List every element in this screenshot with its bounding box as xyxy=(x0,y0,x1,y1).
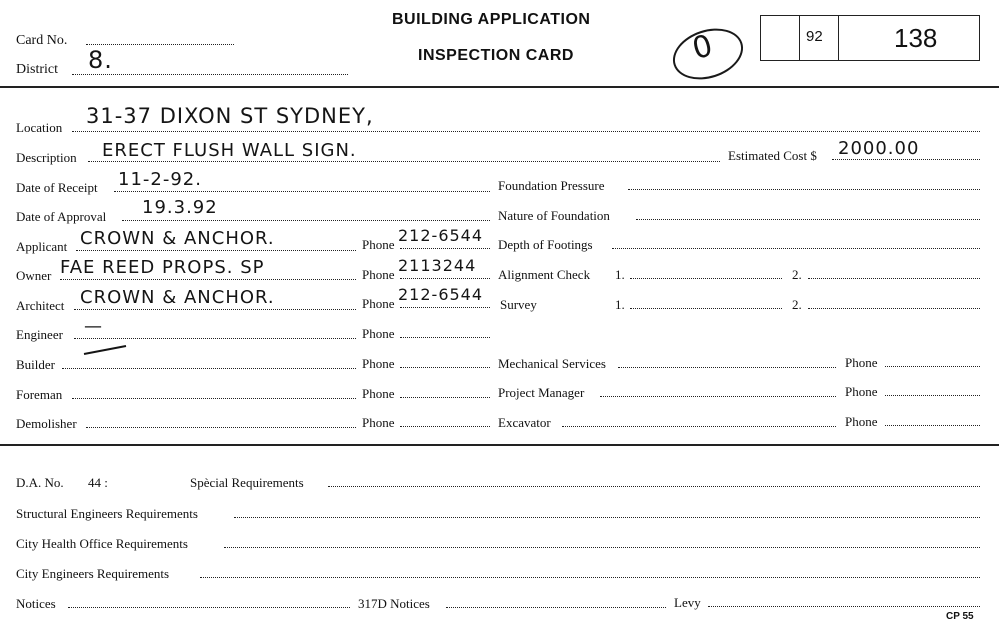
number-value: 138 xyxy=(894,23,938,53)
survey-label: Survey xyxy=(500,297,537,312)
project-manager-field[interactable] xyxy=(600,396,836,397)
architect-value: CROWN & ANCHOR. xyxy=(80,287,275,308)
estimated-cost-value: 2000.00 xyxy=(838,138,920,159)
demolisher-label: Demolisher xyxy=(16,416,77,431)
district-field[interactable] xyxy=(72,74,348,75)
depth-of-footings-label: Depth of Footings xyxy=(498,237,593,252)
alignment-check-label: Alignment Check xyxy=(498,267,591,282)
excavator-label: Excavator xyxy=(498,415,551,430)
district-value: 8. xyxy=(88,46,113,74)
architect-field[interactable] xyxy=(74,309,356,310)
city-engineers-requirements-field[interactable] xyxy=(200,577,980,578)
date-of-receipt-field[interactable] xyxy=(114,191,490,192)
demolisher-field[interactable] xyxy=(86,427,356,428)
da-no-value: 44 : xyxy=(88,475,108,490)
builder-label: Builder xyxy=(16,357,55,372)
structural-requirements-label: Structural Engineers Requirements xyxy=(16,506,198,521)
notices-317d-field[interactable] xyxy=(446,607,666,608)
demolisher-phone-label: Phone xyxy=(362,415,395,430)
owner-field[interactable] xyxy=(60,279,356,280)
alignment-check-field-2[interactable] xyxy=(808,278,980,279)
notices-field[interactable] xyxy=(68,607,350,608)
city-engineers-requirements-label: City Engineers Requirements xyxy=(16,566,170,581)
location-field[interactable] xyxy=(72,131,980,132)
estimated-cost-field[interactable] xyxy=(832,159,980,160)
location-value: 31-37 DIXON ST SYDNEY, xyxy=(86,104,374,128)
special-requirements-field[interactable] xyxy=(328,486,980,487)
date-of-receipt-label: Date of Receipt xyxy=(16,180,98,195)
foreman-label: Foreman xyxy=(16,387,63,402)
applicant-field[interactable] xyxy=(76,250,356,251)
builder-dash-mark xyxy=(82,343,128,357)
alignment-item-1: 1. xyxy=(615,267,625,282)
engineer-phone-field[interactable] xyxy=(400,337,490,338)
levy-field[interactable] xyxy=(708,606,980,607)
date-of-approval-value: 19.3.92 xyxy=(142,197,218,218)
form-title-line1: BUILDING APPLICATION xyxy=(392,11,591,28)
circled-number: 0 xyxy=(688,27,718,68)
year-box xyxy=(799,15,839,61)
foreman-field[interactable] xyxy=(72,398,356,399)
owner-label: Owner xyxy=(16,268,52,283)
survey-field-2[interactable] xyxy=(808,308,980,309)
project-manager-phone-label: Phone xyxy=(845,384,878,399)
location-label: Location xyxy=(16,120,63,135)
city-health-requirements-field[interactable] xyxy=(224,547,980,548)
foreman-phone-label: Phone xyxy=(362,386,395,401)
form-title-line2: INSPECTION CARD xyxy=(418,47,574,64)
number-box xyxy=(838,15,980,61)
form-code: CP 55 xyxy=(946,611,974,622)
architect-phone-label: Phone xyxy=(362,296,395,311)
owner-phone-value: 2113244 xyxy=(398,256,477,275)
foundation-pressure-label: Foundation Pressure xyxy=(498,178,605,193)
alignment-check-field-1[interactable] xyxy=(630,278,782,279)
district-label: District xyxy=(16,62,58,77)
mechanical-phone-field[interactable] xyxy=(885,366,980,367)
mechanical-phone-label: Phone xyxy=(845,355,878,370)
da-no-label: D.A. No. xyxy=(16,475,64,490)
card-no-field[interactable] xyxy=(86,44,234,45)
foreman-phone-field[interactable] xyxy=(400,397,490,398)
owner-phone-label: Phone xyxy=(362,267,395,282)
levy-label: Levy xyxy=(674,595,701,610)
applicant-value: CROWN & ANCHOR. xyxy=(80,228,275,249)
description-field[interactable] xyxy=(88,161,720,162)
owner-phone-field[interactable] xyxy=(400,278,490,279)
owner-value: FAE REED PROPS. SP xyxy=(60,257,265,278)
blank-box[interactable] xyxy=(760,15,800,61)
requirements-divider xyxy=(0,444,999,446)
architect-phone-value: 212-6544 xyxy=(398,285,484,304)
mechanical-services-field[interactable] xyxy=(618,367,836,368)
structural-requirements-field[interactable] xyxy=(234,517,980,518)
survey-item-1: 1. xyxy=(615,297,625,312)
description-label: Description xyxy=(16,150,77,165)
description-value: ERECT FLUSH WALL SIGN. xyxy=(102,140,357,161)
builder-field[interactable] xyxy=(62,368,356,369)
year-value: 92 xyxy=(806,28,823,45)
excavator-field[interactable] xyxy=(562,426,836,427)
builder-phone-label: Phone xyxy=(362,356,395,371)
architect-label: Architect xyxy=(16,298,65,313)
foundation-pressure-field[interactable] xyxy=(628,189,980,190)
architect-phone-field[interactable] xyxy=(400,307,490,308)
applicant-label: Applicant xyxy=(16,239,68,254)
survey-item-2: 2. xyxy=(792,297,802,312)
estimated-cost-label: Estimated Cost $ xyxy=(728,148,817,163)
depth-of-footings-field[interactable] xyxy=(612,248,980,249)
nature-of-foundation-label: Nature of Foundation xyxy=(498,208,610,223)
excavator-phone-field[interactable] xyxy=(885,425,980,426)
project-manager-label: Project Manager xyxy=(498,385,585,400)
demolisher-phone-field[interactable] xyxy=(400,426,490,427)
engineer-phone-label: Phone xyxy=(362,326,395,341)
applicant-phone-label: Phone xyxy=(362,237,395,252)
engineer-label: Engineer xyxy=(16,327,63,342)
applicant-phone-field[interactable] xyxy=(400,248,490,249)
alignment-item-2: 2. xyxy=(792,267,802,282)
mechanical-services-label: Mechanical Services xyxy=(498,356,606,371)
notices-label: Notices xyxy=(16,596,56,611)
special-requirements-label: Spècial Requirements xyxy=(190,475,304,490)
date-of-approval-field[interactable] xyxy=(122,220,490,221)
notices-317d-label: 317D Notices xyxy=(358,596,430,611)
date-of-approval-label: Date of Approval xyxy=(16,209,107,224)
engineer-value: — xyxy=(84,316,103,337)
applicant-phone-value: 212-6544 xyxy=(398,226,484,245)
card-no-label: Card No. xyxy=(16,33,68,48)
city-health-requirements-label: City Health Office Requirements xyxy=(16,536,188,551)
engineer-field[interactable] xyxy=(74,338,356,339)
date-of-receipt-value: 11-2-92. xyxy=(118,169,202,190)
project-manager-phone-field[interactable] xyxy=(885,395,980,396)
excavator-phone-label: Phone xyxy=(845,414,878,429)
header-divider xyxy=(0,86,999,88)
nature-of-foundation-field[interactable] xyxy=(636,219,980,220)
survey-field-1[interactable] xyxy=(630,308,782,309)
builder-phone-field[interactable] xyxy=(400,367,490,368)
